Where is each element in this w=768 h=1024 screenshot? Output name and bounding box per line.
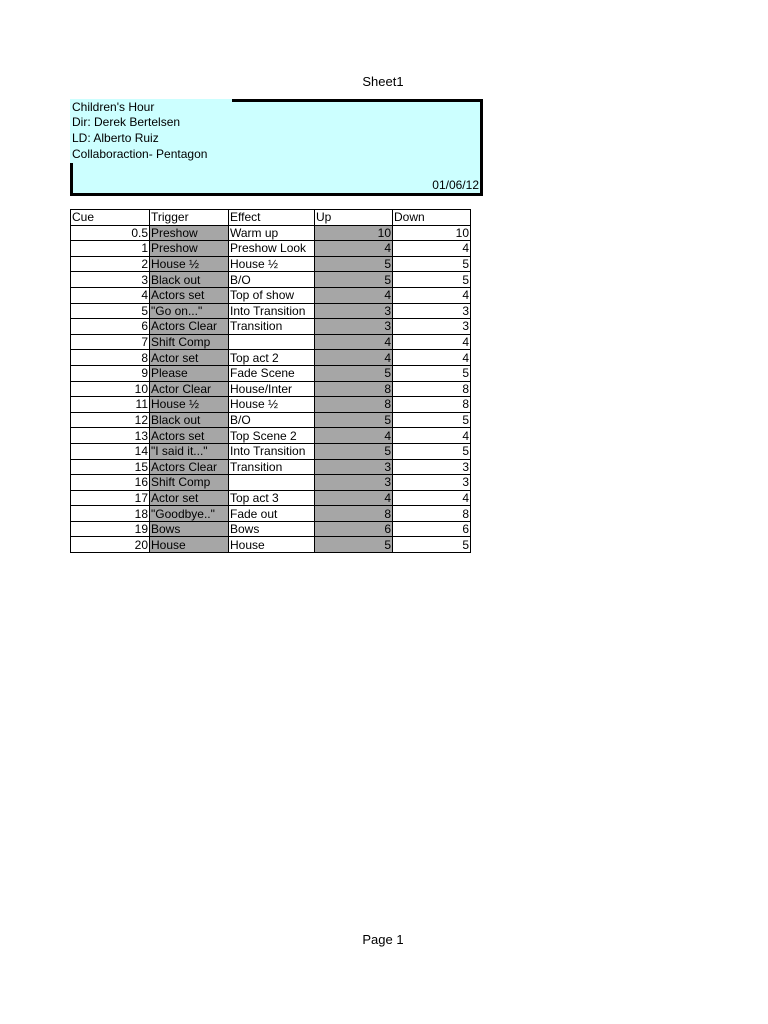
cell-effect: Preshow Look <box>229 241 315 257</box>
cell-effect: House ½ <box>229 256 315 272</box>
cell-effect: Warm up <box>229 225 315 241</box>
table-row <box>71 506 471 522</box>
cell-down: 5 <box>393 443 471 459</box>
cell-cue: 4 <box>71 287 150 303</box>
cell-effect: Top of show <box>229 287 315 303</box>
show-date: 01/06/12 <box>432 178 479 192</box>
cell-cue: 7 <box>71 334 150 350</box>
cell-cue: 2 <box>71 256 150 272</box>
cell-up: 8 <box>315 506 393 522</box>
cell-up: 10 <box>315 225 393 241</box>
cell-effect: House ½ <box>229 397 315 413</box>
cell-cue: 15 <box>71 459 150 475</box>
sheet-title: Sheet1 <box>362 74 404 89</box>
cell-trigger: Shift Comp <box>150 475 229 491</box>
cell-effect: Top act 2 <box>229 350 315 366</box>
cell-effect: B/O <box>229 412 315 428</box>
cell-trigger: House ½ <box>150 397 229 413</box>
table-row <box>71 287 471 303</box>
cell-down: 5 <box>393 272 471 288</box>
director-line: Dir: Derek Bertelsen <box>72 115 181 129</box>
table-header-row <box>71 210 471 226</box>
cell-effect: Fade out <box>229 506 315 522</box>
cell-trigger: Actors set <box>150 428 229 444</box>
cell-cue: 13 <box>71 428 150 444</box>
table-row <box>71 412 471 428</box>
cell-down: 4 <box>393 287 471 303</box>
cell-up: 3 <box>315 459 393 475</box>
cell-cue: 3 <box>71 272 150 288</box>
cell-effect: Fade Scene <box>229 365 315 381</box>
table-row <box>71 397 471 413</box>
cell-trigger: Actors Clear <box>150 319 229 335</box>
cell-cue: 6 <box>71 319 150 335</box>
cell-up: 5 <box>315 256 393 272</box>
cell-down: 8 <box>393 506 471 522</box>
cell-down: 4 <box>393 428 471 444</box>
cell-up: 3 <box>315 303 393 319</box>
cell-effect <box>229 334 315 350</box>
cell-down: 5 <box>393 412 471 428</box>
info-box-left-border <box>70 163 73 196</box>
cell-cue: 19 <box>71 521 150 537</box>
cell-down: 4 <box>393 241 471 257</box>
cell-trigger: Please <box>150 365 229 381</box>
header-trigger: Trigger <box>150 210 229 226</box>
table-row <box>71 303 471 319</box>
table-row <box>71 272 471 288</box>
cell-down: 4 <box>393 490 471 506</box>
cell-down: 3 <box>393 459 471 475</box>
table-row <box>71 256 471 272</box>
cell-trigger: Bows <box>150 521 229 537</box>
company-line: Collaboraction- Pentagon <box>72 147 208 161</box>
cell-down: 6 <box>393 521 471 537</box>
table-row <box>71 381 471 397</box>
cell-up: 8 <box>315 381 393 397</box>
cell-cue: 10 <box>71 381 150 397</box>
cue-table <box>70 209 471 553</box>
cell-up: 5 <box>315 412 393 428</box>
header-cue: Cue <box>71 210 150 226</box>
cell-effect: Transition <box>229 319 315 335</box>
table-row <box>71 428 471 444</box>
cell-up: 4 <box>315 490 393 506</box>
cell-up: 4 <box>315 241 393 257</box>
cell-cue: 0.5 <box>71 225 150 241</box>
cell-cue: 14 <box>71 443 150 459</box>
cell-cue: 5 <box>71 303 150 319</box>
cell-up: 5 <box>315 443 393 459</box>
cell-effect: House <box>229 537 315 553</box>
cell-cue: 18 <box>71 506 150 522</box>
cell-up: 4 <box>315 428 393 444</box>
cell-cue: 8 <box>71 350 150 366</box>
table-row <box>71 319 471 335</box>
cell-trigger: "Goodbye.." <box>150 506 229 522</box>
cell-trigger: Black out <box>150 272 229 288</box>
cell-trigger: "I said it..." <box>150 443 229 459</box>
cell-trigger: Actor Clear <box>150 381 229 397</box>
cell-effect: B/O <box>229 272 315 288</box>
cell-effect: Bows <box>229 521 315 537</box>
cell-up: 8 <box>315 397 393 413</box>
cell-effect <box>229 475 315 491</box>
cell-cue: 1 <box>71 241 150 257</box>
cell-effect: Transition <box>229 459 315 475</box>
cell-down: 8 <box>393 381 471 397</box>
table-row <box>71 365 471 381</box>
cell-up: 4 <box>315 287 393 303</box>
cell-cue: 9 <box>71 365 150 381</box>
cell-down: 3 <box>393 475 471 491</box>
cell-down: 8 <box>393 397 471 413</box>
cell-trigger: Actor set <box>150 490 229 506</box>
cell-down: 4 <box>393 334 471 350</box>
cell-down: 5 <box>393 256 471 272</box>
cell-effect: Top Scene 2 <box>229 428 315 444</box>
header-down: Down <box>393 210 471 226</box>
table-row <box>71 475 471 491</box>
cell-effect: Top act 3 <box>229 490 315 506</box>
cell-trigger: Preshow <box>150 225 229 241</box>
cell-up: 5 <box>315 272 393 288</box>
cell-trigger: Shift Comp <box>150 334 229 350</box>
info-box-top-border <box>232 99 483 102</box>
cell-down: 3 <box>393 303 471 319</box>
cell-cue: 17 <box>71 490 150 506</box>
lighting-designer-line: LD: Alberto Ruiz <box>72 131 159 145</box>
cell-cue: 12 <box>71 412 150 428</box>
table-row <box>71 225 471 241</box>
cell-effect: Into Transition <box>229 303 315 319</box>
cell-down: 5 <box>393 537 471 553</box>
show-title: Children's Hour <box>72 100 155 114</box>
cell-trigger: Preshow <box>150 241 229 257</box>
cell-cue: 11 <box>71 397 150 413</box>
cell-down: 10 <box>393 225 471 241</box>
cell-up: 5 <box>315 537 393 553</box>
cell-up: 5 <box>315 365 393 381</box>
cell-up: 4 <box>315 334 393 350</box>
cell-cue: 20 <box>71 537 150 553</box>
cell-effect: House/Inter <box>229 381 315 397</box>
table-row <box>71 490 471 506</box>
header-up: Up <box>315 210 393 226</box>
cell-up: 3 <box>315 319 393 335</box>
table-row <box>71 537 471 553</box>
header-effect: Effect <box>229 210 315 226</box>
cell-trigger: Actors Clear <box>150 459 229 475</box>
table-row <box>71 334 471 350</box>
cell-trigger: House <box>150 537 229 553</box>
cell-trigger: Actor set <box>150 350 229 366</box>
cell-trigger: "Go on..." <box>150 303 229 319</box>
info-box-bottom-border <box>70 193 483 196</box>
info-box-right-border <box>480 99 483 196</box>
table-row <box>71 459 471 475</box>
table-row <box>71 521 471 537</box>
show-info-box <box>70 99 483 196</box>
cell-up: 4 <box>315 350 393 366</box>
table-row <box>71 241 471 257</box>
cell-down: 3 <box>393 319 471 335</box>
cell-trigger: Black out <box>150 412 229 428</box>
cell-up: 3 <box>315 475 393 491</box>
cell-trigger: Actors set <box>150 287 229 303</box>
table-row <box>71 350 471 366</box>
page-number: Page 1 <box>362 932 404 947</box>
cell-cue: 16 <box>71 475 150 491</box>
cell-down: 4 <box>393 350 471 366</box>
cell-up: 6 <box>315 521 393 537</box>
table-row <box>71 443 471 459</box>
cell-trigger: House ½ <box>150 256 229 272</box>
cell-effect: Into Transition <box>229 443 315 459</box>
cell-down: 5 <box>393 365 471 381</box>
